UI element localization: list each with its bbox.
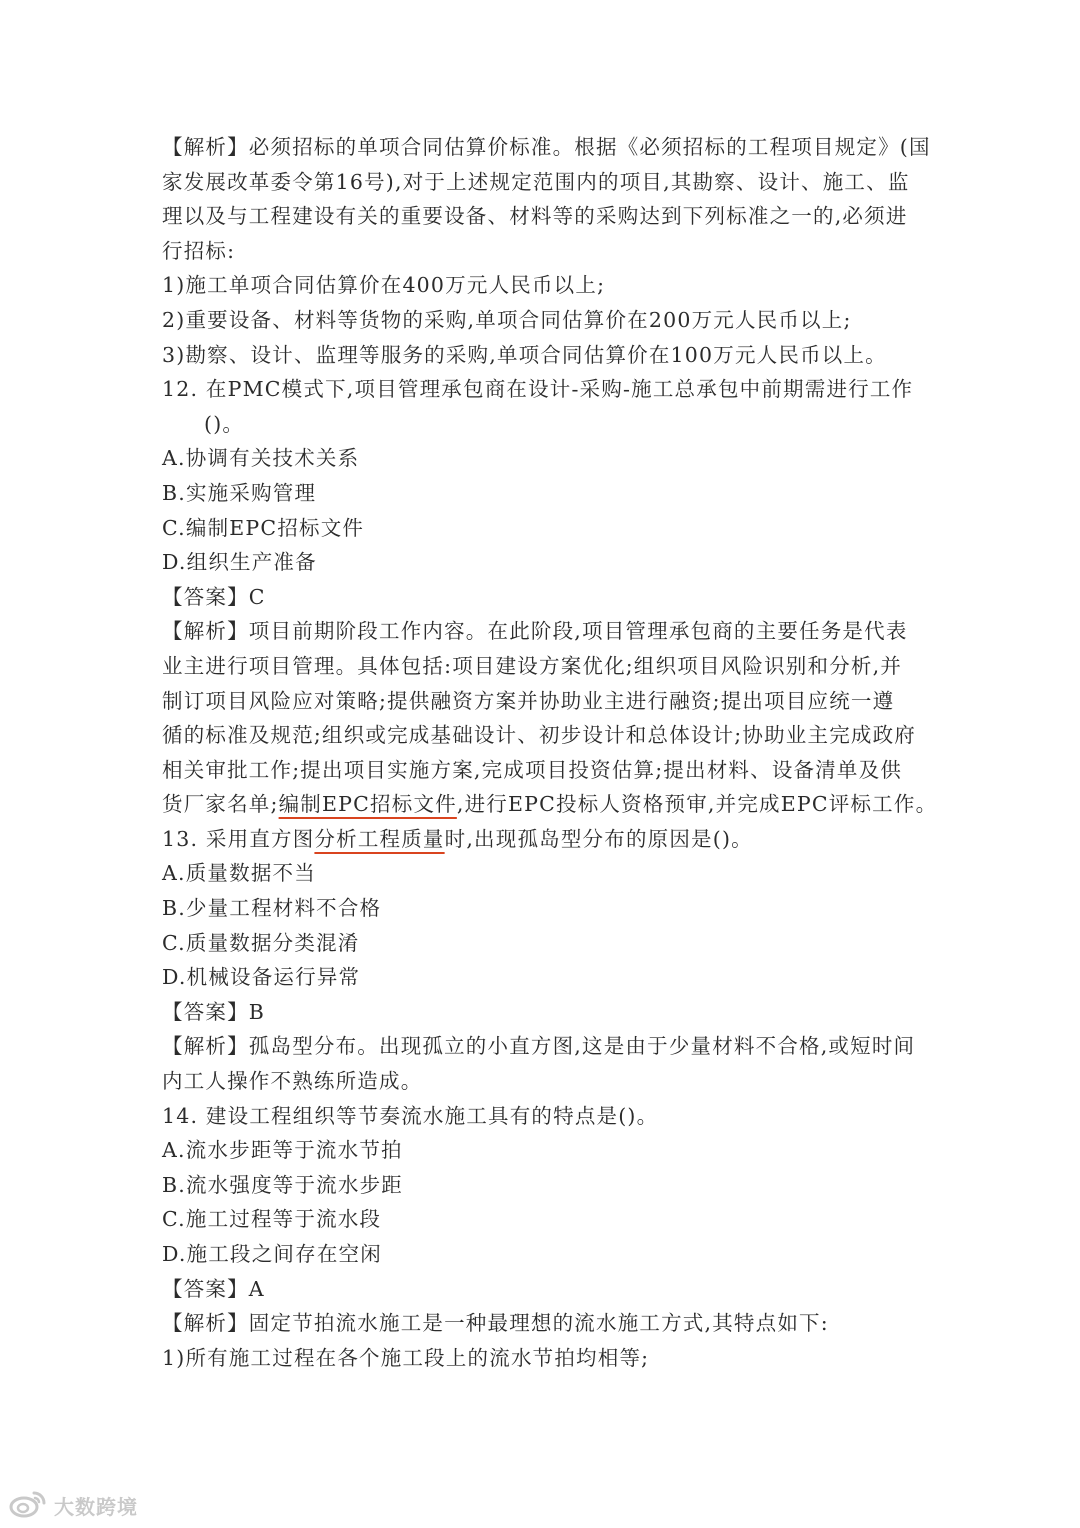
question-12-stem-cont: ()。 bbox=[204, 411, 245, 436]
page-content bbox=[162, 130, 938, 1375]
text-line: 1)施工单项合同估算价在400万元人民币以上; bbox=[162, 273, 606, 298]
question-13-stem bbox=[162, 822, 922, 857]
analysis-line: 【解析】固定节拍流水施工是一种最理想的流水施工方式,其特点如下: bbox=[162, 1311, 829, 1336]
text-run: 货厂家名单; bbox=[162, 792, 279, 817]
analysis-line bbox=[162, 787, 938, 822]
text-run: ,进行EPC投标人资格预审,并完成EPC评标工作。 bbox=[456, 792, 938, 817]
analysis-line: 【解析】孤岛型分布。出现孤立的小直方图,这是由于少量材料不合格,或短时间 bbox=[162, 1034, 916, 1059]
watermark bbox=[8, 1488, 138, 1522]
text-line: 行招标: bbox=[162, 238, 236, 263]
option-d: D.组织生产准备 bbox=[162, 550, 317, 575]
option-a: A.流水步距等于流水节拍 bbox=[162, 1138, 403, 1163]
analysis-line: 制订项目风险应对策略;提供融资方案并协助业主进行融资;提出项目应统一遵 bbox=[162, 688, 895, 713]
answer-line: 【答案】A bbox=[162, 1276, 265, 1301]
option-b: B.实施采购管理 bbox=[162, 480, 317, 505]
analysis-line: 业主进行项目管理。具体包括:项目建设方案优化;组织项目风险识别和分析,并 bbox=[162, 653, 903, 678]
question-12-stem: 12. 在PMC模式下,项目管理承包商在设计-采购-施工总承包中前期需进行工作 bbox=[162, 377, 914, 402]
option-d: D.机械设备运行异常 bbox=[162, 965, 361, 990]
option-a: A.质量数据不当 bbox=[162, 861, 316, 886]
text-line: 家发展改革委令第16号),对于上述规定范围内的项目,其勘察、设计、施工、监 bbox=[162, 169, 910, 194]
weibo-logo-icon bbox=[8, 1488, 48, 1523]
option-c: C.施工过程等于流水段 bbox=[162, 1207, 382, 1232]
analysis-line: 相关审批工作;提出项目实施方案,完成项目投资估算;提出材料、设备清单及供 bbox=[162, 757, 903, 782]
answer-line: 【答案】B bbox=[162, 999, 266, 1024]
question-14-stem: 14. 建设工程组织等节奏流水施工具有的特点是()。 bbox=[162, 1103, 659, 1128]
text-line: 2)重要设备、材料等货物的采购,单项合同估算价在200万元人民币以上; bbox=[162, 307, 852, 332]
text-line: 理以及与工程建设有关的重要设备、材料等的采购达到下列标准之一的,必须进 bbox=[162, 204, 908, 229]
analysis-line: 1)所有施工过程在各个施工段上的流水节拍均相等; bbox=[162, 1345, 650, 1370]
text-line: 3)勘察、设计、监理等服务的采购,单项合同估算价在100万元人民币以上。 bbox=[162, 342, 887, 367]
text-line: 【解析】必须招标的单项合同估算价标准。根据《必须招标的工程项目规定》(国 bbox=[162, 135, 931, 159]
option-c: C.质量数据分类混淆 bbox=[162, 930, 360, 955]
analysis-line: 循的标准及规范;组织或完成基础设计、初步设计和总体设计;协助业主完成政府 bbox=[162, 723, 917, 748]
text-run: 时,出现孤岛型分布的原因是()。 bbox=[444, 826, 753, 851]
analysis-line: 内工人操作不熟练所造成。 bbox=[162, 1069, 423, 1094]
analysis-line: 【解析】项目前期阶段工作内容。在此阶段,项目管理承包商的主要任务是代表 bbox=[162, 619, 908, 644]
option-d: D.施工段之间存在空闲 bbox=[162, 1242, 382, 1266]
option-a: A.协调有关技术关系 bbox=[162, 446, 360, 471]
answer-line: 【答案】C bbox=[162, 584, 266, 609]
option-b: B.少量工程材料不合格 bbox=[162, 896, 382, 921]
option-b: B.流水强度等于流水步距 bbox=[162, 1172, 403, 1197]
text-run: 13. 采用直方图 bbox=[162, 826, 315, 851]
underlined-phrase: 分析工程质量 bbox=[314, 826, 445, 851]
watermark-text: 大数跨境 bbox=[54, 1494, 138, 1519]
option-c: C.编制EPC招标文件 bbox=[162, 515, 365, 540]
underlined-phrase: 编制EPC招标文件 bbox=[278, 792, 457, 817]
